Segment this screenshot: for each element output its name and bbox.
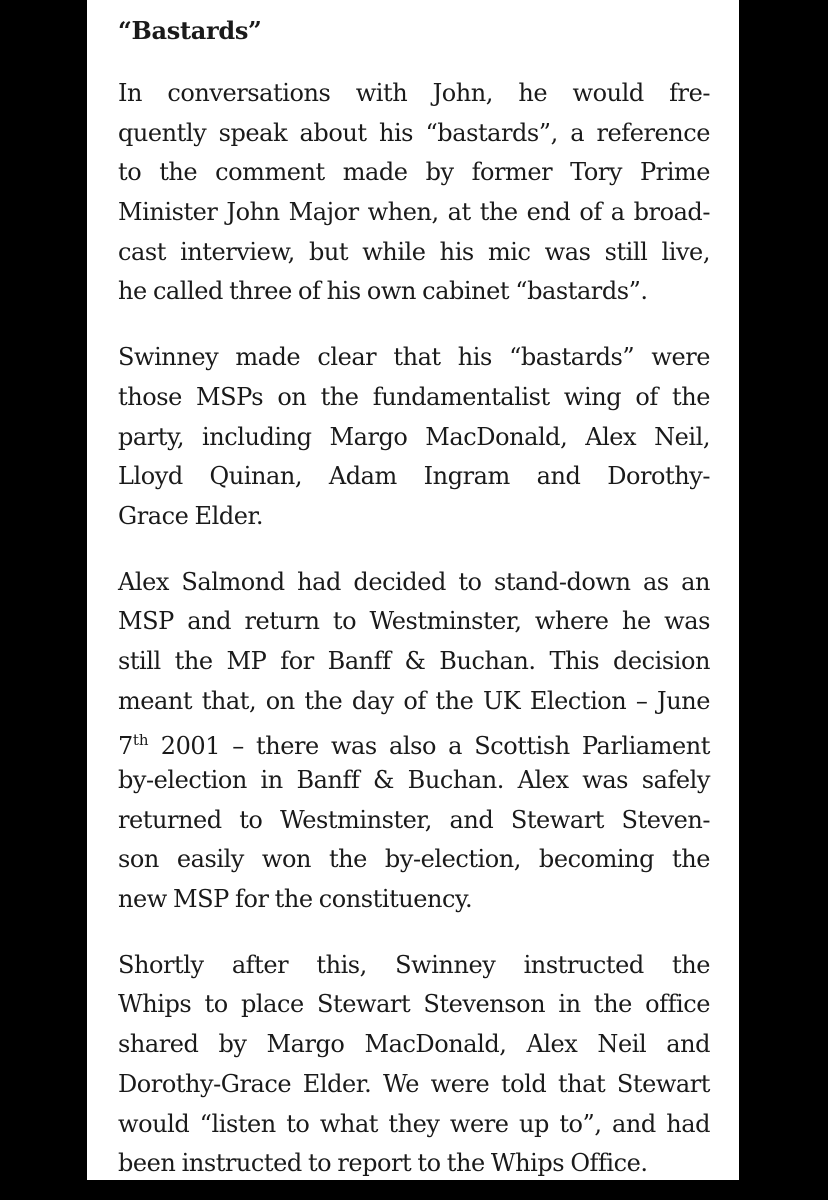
text-line: returned to Westminster, and Stewart Steven- bbox=[118, 805, 710, 834]
text-line: Whips to place Stewart Stevenson in the office bbox=[118, 990, 710, 1019]
ordinal-superscript: th bbox=[132, 731, 149, 750]
text-line: Shortly after this, Swinney instructed the bbox=[118, 950, 710, 979]
section-heading: “Bastards” bbox=[118, 16, 262, 45]
text-line: new MSP for the constituency. bbox=[118, 885, 473, 914]
paragraph-4 bbox=[118, 946, 710, 1184]
text-line: meant that, on the day of the UK Election – June bbox=[118, 686, 710, 715]
text-line-with-superscript bbox=[118, 721, 710, 761]
text-line: to the comment made by former Tory Prime bbox=[118, 158, 710, 187]
text-line: shared by Margo MacDonald, Alex Neil and bbox=[118, 1030, 710, 1059]
date-rest: 2001 – there was also a Scottish Parliament bbox=[148, 732, 710, 761]
text-line: still the MP for Banff & Buchan. This decision bbox=[118, 646, 710, 675]
text-line: In conversations with John, he would fre- bbox=[118, 79, 710, 107]
text-line: party, including Margo MacDonald, Alex Neil, bbox=[118, 422, 710, 451]
text-line: cast interview, but while his mic was still live, bbox=[118, 237, 710, 266]
text-line: MSP and return to Westminster, where he was bbox=[118, 607, 710, 636]
paragraph-1 bbox=[118, 74, 710, 312]
text-line: quently speak about his “bastards”, a reference bbox=[118, 118, 710, 147]
text-line: Grace Elder. bbox=[118, 501, 264, 530]
text-line: Dorothy-Grace Elder. We were told that Stewart bbox=[118, 1069, 710, 1098]
text-line: Swinney made clear that his “bastards” were bbox=[118, 343, 710, 372]
date-day: 7 bbox=[118, 732, 133, 761]
text-line: by-election in Banff & Buchan. Alex was safely bbox=[118, 766, 710, 794]
paragraph-2 bbox=[118, 338, 710, 536]
paragraph-3 bbox=[118, 563, 710, 920]
text-line: son easily won the by-election, becoming the bbox=[118, 845, 710, 874]
book-page bbox=[87, 0, 739, 1180]
text-line: Alex Salmond had decided to stand-down as an bbox=[118, 567, 710, 596]
text-line: those MSPs on the fundamentalist wing of the bbox=[118, 382, 710, 411]
text-line: he called three of his own cabinet “bastards”. bbox=[118, 277, 648, 306]
text-line: Lloyd Quinan, Adam Ingram and Dorothy- bbox=[118, 462, 710, 491]
text-line: been instructed to report to the Whips Office. bbox=[118, 1149, 648, 1178]
text-line: Minister John Major when, at the end of a broad- bbox=[118, 198, 710, 227]
text-line: would “listen to what they were up to”, and had bbox=[118, 1109, 710, 1138]
